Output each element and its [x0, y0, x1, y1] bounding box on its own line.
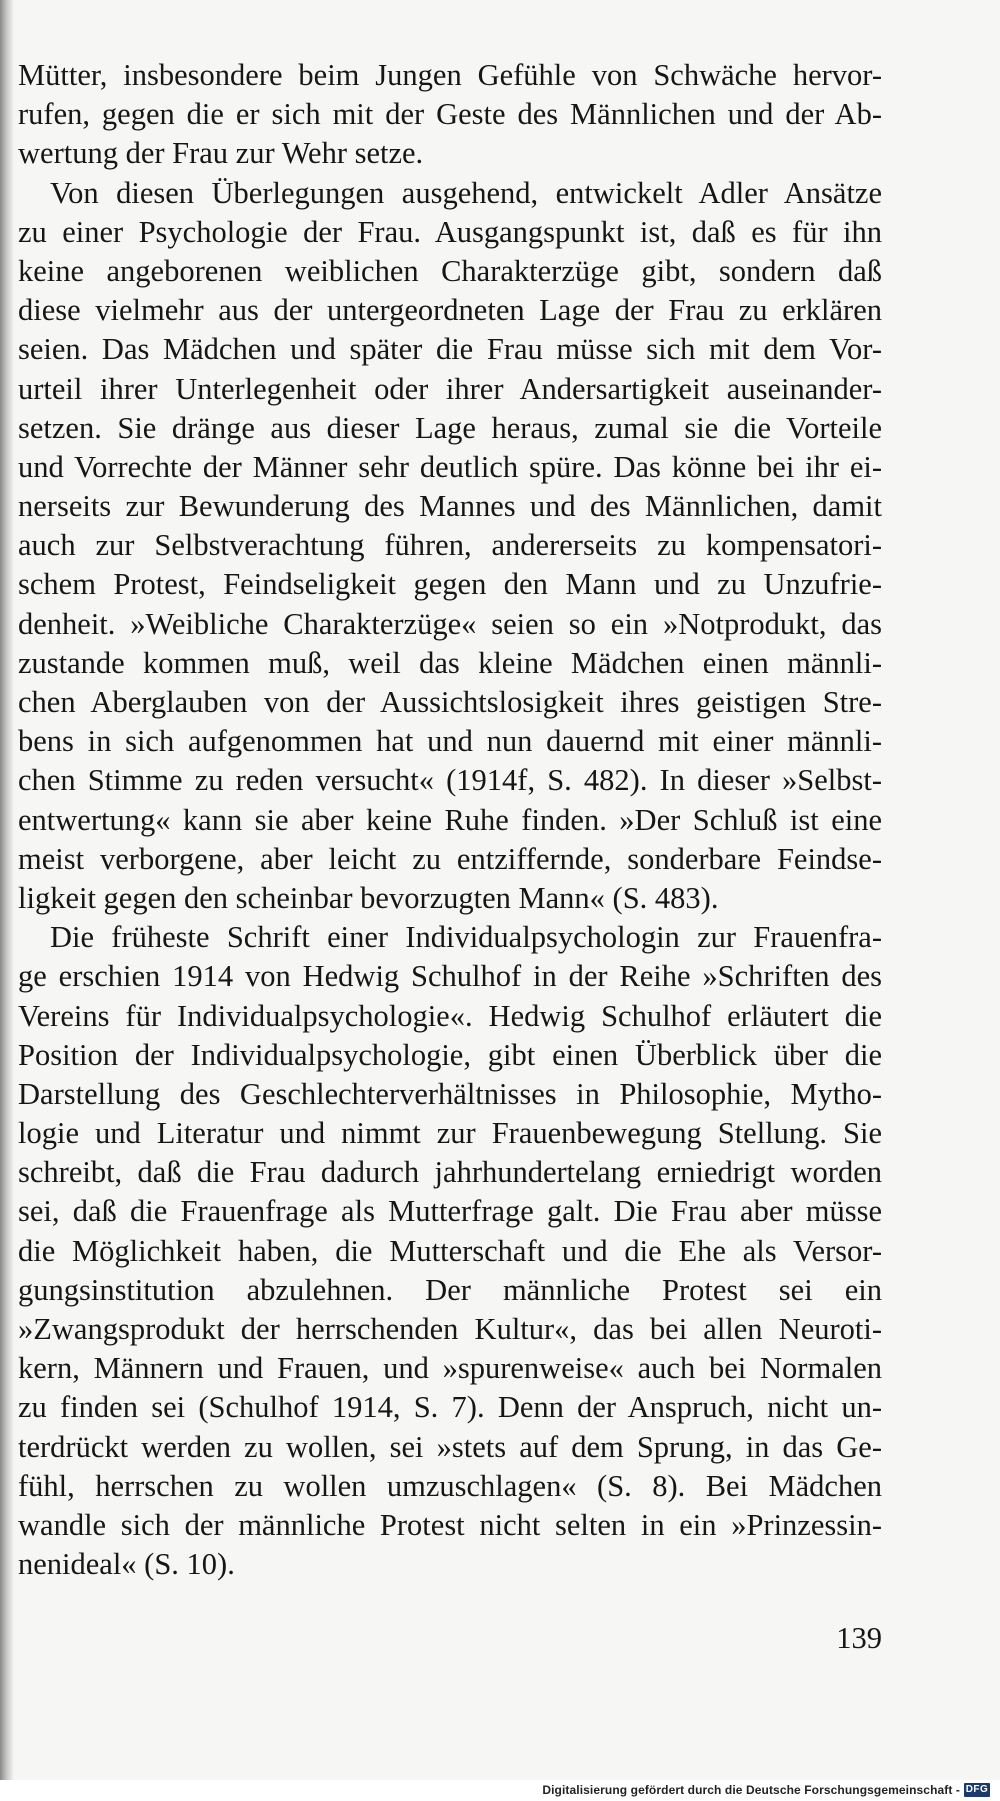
text-line: setzen. Sie dränge aus dieser Lage heraus, zumal sie die Vorteile	[18, 410, 882, 445]
text-line: ge erschien 1914 von Hedwig Schulhof in der Reihe »Schriften des	[18, 959, 882, 994]
paragraph	[18, 56, 882, 174]
text-line: Position der Individualpsychologie, gibt einen Überblick über die	[18, 1037, 882, 1072]
text-line: entwertung« kann sie aber keine Ruhe finden. »Der Schluß ist eine	[18, 802, 882, 837]
text-line: Mütter, insbesondere beim Jungen Gefühle von Schwäche hervor-	[18, 58, 882, 92]
page-number: 139	[836, 1621, 882, 1655]
text-line: terdrückt werden zu wollen, sei »stets auf dem Sprung, in das Ge-	[18, 1429, 882, 1464]
text-line: logie und Literatur und nimmt zur Frauenbewegung Stellung. Sie	[18, 1116, 882, 1151]
text-line: nenideal« (S. 10).	[18, 1547, 235, 1582]
text-line: Von diesen Überlegungen ausgehend, entwickelt Adler Ansätze	[50, 175, 882, 210]
text-line: schem Protest, Feindseligkeit gegen den Mann und zu Unzufrie-	[18, 567, 882, 602]
text-line: Darstellung des Geschlechterverhältnisses in Philosophie, Mytho-	[18, 1076, 882, 1111]
text-line: zustande kommen muß, weil das kleine Mädchen einen männli-	[18, 645, 882, 680]
body-text	[18, 56, 882, 1584]
text-line: Die früheste Schrift einer Individualpsychologin zur Frauenfra-	[50, 920, 882, 955]
text-line: keine angeborenen weiblichen Charakterzüge gibt, sondern daß	[18, 253, 882, 288]
text-line: diese vielmehr aus der untergeordneten Lage der Frau zu erklären	[18, 293, 882, 328]
text-line: wandle sich der männliche Protest nicht selten in ein »Prinzessin-	[18, 1507, 882, 1542]
text-line: meist verborgene, aber leicht zu entziffernde, sonderbare Feindse-	[18, 841, 882, 876]
funding-credit: Digitalisierung gefördert durch die Deutsche Forschungsgemeinschaft -	[542, 1783, 960, 1797]
page-gutter-shadow	[0, 0, 14, 1801]
text-line: kern, Männern und Frauen, und »spurenweise« auch bei Normalen	[18, 1351, 882, 1386]
text-line: fühl, herrschen zu wollen umzuschlagen« (S. 8). Bei Mädchen	[18, 1468, 882, 1503]
text-line: zu einer Psychologie der Frau. Ausgangspunkt ist, daß es für ihn	[18, 214, 882, 249]
text-line: zu finden sei (Schulhof 1914, S. 7). Denn der Anspruch, nicht un-	[18, 1390, 882, 1425]
text-line: schreibt, daß die Frau dadurch jahrhundertelang erniedrigt worden	[18, 1155, 882, 1190]
text-line: nerseits zur Bewunderung des Mannes und des Männlichen, damit	[18, 489, 882, 524]
text-line: rufen, gegen die er sich mit der Geste des Männlichen und der Ab-	[18, 97, 882, 132]
text-line: gungsinstitution abzulehnen. Der männliche Protest sei ein	[18, 1272, 882, 1307]
text-line: sei, daß die Frauenfrage als Mutterfrage galt. Die Frau aber müsse	[18, 1194, 882, 1229]
text-line: die Möglichkeit haben, die Mutterschaft und die Ehe als Versor-	[18, 1233, 882, 1268]
text-line: »Zwangsprodukt der herrschenden Kultur«, das bei allen Neuroti-	[18, 1312, 882, 1346]
paragraph	[18, 918, 882, 1584]
text-line: chen Aberglauben von der Aussichtslosigkeit ihres geistigen Stre-	[18, 685, 882, 719]
text-line: bens in sich aufgenommen hat und nun dauernd mit einer männli-	[18, 724, 882, 759]
text-line: auch zur Selbstverachtung führen, andererseits zu kompensatori-	[18, 528, 882, 563]
text-line: wertung der Frau zur Wehr setze.	[18, 136, 424, 171]
text-line: Vereins für Individualpsychologie«. Hedwig Schulhof erläutert die	[18, 998, 882, 1033]
text-line: ligkeit gegen den scheinbar bevorzugten Mann« (S. 483).	[18, 880, 719, 915]
text-line: urteil ihrer Unterlegenheit oder ihrer Andersartigkeit auseinander-	[18, 371, 882, 406]
dfg-logo: DFG	[965, 1784, 989, 1795]
text-line: seien. Das Mädchen und später die Frau müsse sich mit dem Vor-	[18, 332, 882, 367]
paragraph	[18, 174, 882, 919]
text-line: chen Stimme zu reden versucht« (1914f, S. 482). In dieser »Selbst-	[18, 763, 882, 798]
text-line: denheit. »Weibliche Charakterzüge« seien so ein »Notprodukt, das	[18, 606, 882, 641]
text-line: und Vorrechte der Männer sehr deutlich spüre. Das könne bei ihr ei-	[18, 449, 882, 484]
